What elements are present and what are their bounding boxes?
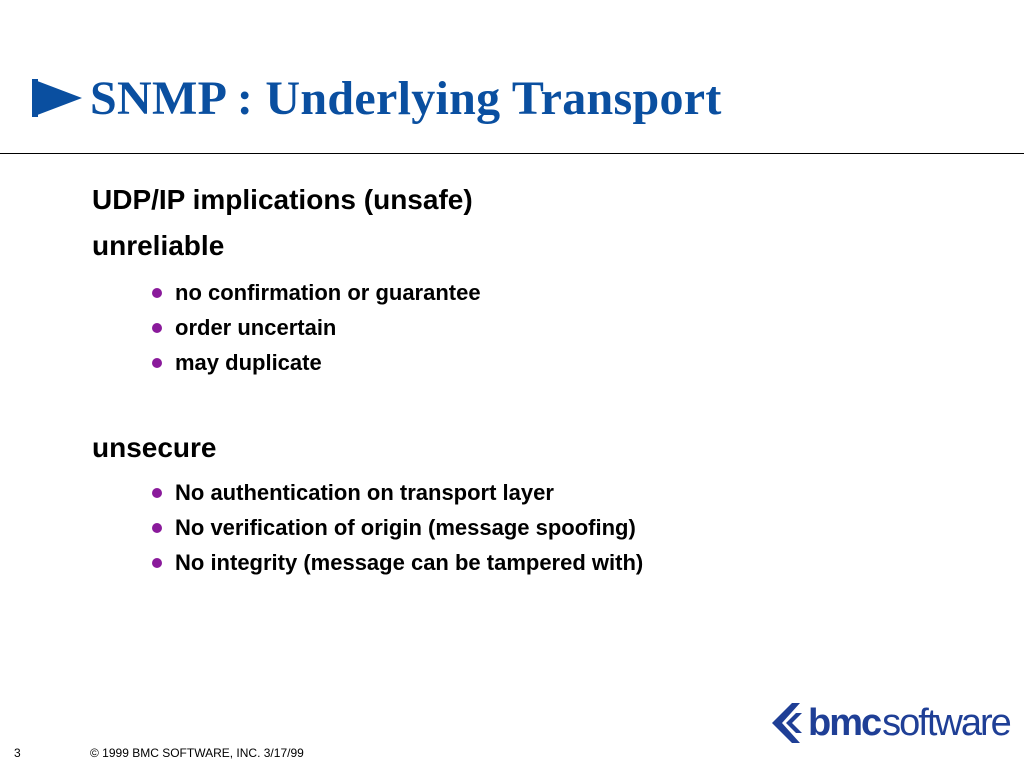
list-item bbox=[152, 315, 336, 341]
logo-text-bmc: bmc bbox=[808, 701, 881, 744]
logo-text-software: software bbox=[882, 701, 1010, 744]
list-item-text: may duplicate bbox=[175, 350, 322, 375]
bullet-dot-icon bbox=[152, 323, 162, 333]
page-number: 3 bbox=[14, 746, 21, 760]
heading-udp-ip-implications: UDP/IP implications (unsafe) bbox=[92, 184, 473, 215]
list-item-text: order uncertain bbox=[175, 315, 337, 340]
heading-unreliable: unreliable bbox=[92, 230, 225, 261]
bullet-dot-icon bbox=[152, 523, 162, 533]
list-item bbox=[152, 280, 481, 306]
list-item-text: no confirmation or guarantee bbox=[175, 280, 481, 305]
bullet-dot-icon bbox=[152, 358, 162, 368]
bmc-software-logo bbox=[770, 697, 1010, 749]
list-item bbox=[152, 480, 554, 506]
slide-title: SNMP : Underlying Transport bbox=[90, 71, 722, 125]
list-item bbox=[152, 350, 322, 376]
list-item-text: No authentication on transport layer bbox=[175, 480, 554, 505]
list-item bbox=[152, 515, 636, 541]
bullet-dot-icon bbox=[152, 488, 162, 498]
bullet-dot-icon bbox=[152, 558, 162, 568]
heading-unsecure: unsecure bbox=[92, 432, 217, 463]
list-item-text: No verification of origin (message spoofing) bbox=[175, 515, 636, 540]
bullet-dot-icon bbox=[152, 288, 162, 298]
list-item-text: No integrity (message can be tampered with) bbox=[175, 550, 644, 575]
bmc-chevron-logo-icon bbox=[770, 701, 804, 745]
list-item bbox=[152, 550, 643, 576]
footer-copyright: © 1999 BMC SOFTWARE, INC. 3/17/99 bbox=[90, 746, 304, 760]
